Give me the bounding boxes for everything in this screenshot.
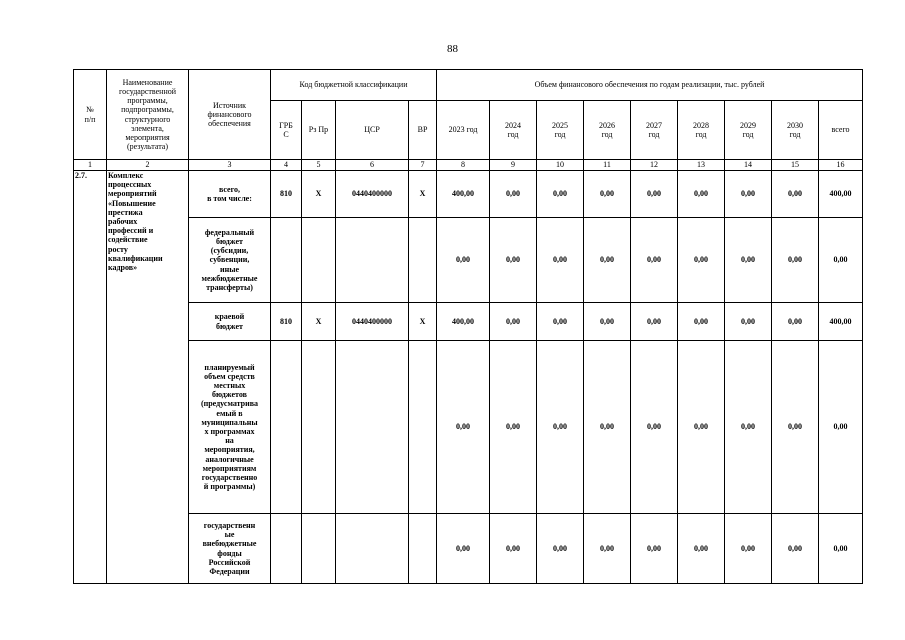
value-cell: 0,00 — [725, 514, 772, 584]
header-2027: 2027 год — [631, 101, 678, 160]
csr-cell — [336, 218, 409, 303]
header-rzpr: Рз Пр — [302, 101, 336, 160]
header-2026: 2026 год — [584, 101, 631, 160]
value-cell: 0,00 — [772, 341, 819, 514]
source-cell: федеральный бюджет (субсидии, субвенции, иные межбюджетные трансферты) — [189, 218, 271, 303]
value-cell: 0,00 — [537, 303, 584, 341]
header-2030: 2030 год — [772, 101, 819, 160]
header-vr: ВР — [409, 101, 437, 160]
value-cell: 0,00 — [631, 303, 678, 341]
value-cell: 0,00 — [490, 514, 537, 584]
table-row — [74, 341, 863, 514]
value-cell: 0,00 — [725, 303, 772, 341]
value-cell: 400,00 — [437, 171, 490, 218]
value-cell: 0,00 — [678, 218, 725, 303]
value-cell: 0,00 — [725, 218, 772, 303]
value-cell: 0,00 — [584, 514, 631, 584]
source-cell: всего, в том числе: — [189, 171, 271, 218]
column-number: 4 — [271, 160, 302, 171]
rzpr-cell — [302, 514, 336, 584]
value-cell: 0,00 — [584, 218, 631, 303]
csr-cell — [336, 341, 409, 514]
item-number: 2.7. — [74, 171, 107, 584]
column-number: 9 — [490, 160, 537, 171]
value-cell: 0,00 — [678, 341, 725, 514]
column-number: 8 — [437, 160, 490, 171]
value-cell: 0,00 — [537, 171, 584, 218]
column-number: 14 — [725, 160, 772, 171]
grbs-cell — [271, 341, 302, 514]
value-cell: 0,00 — [772, 218, 819, 303]
budget-table — [73, 69, 863, 584]
rzpr-cell — [302, 218, 336, 303]
value-cell: 400,00 — [819, 171, 863, 218]
value-cell: 0,00 — [537, 341, 584, 514]
value-cell: 0,00 — [819, 514, 863, 584]
vr-cell — [409, 218, 437, 303]
source-cell: краевой бюджет — [189, 303, 271, 341]
value-cell: 0,00 — [819, 341, 863, 514]
value-cell: 0,00 — [584, 171, 631, 218]
vr-cell: Х — [409, 303, 437, 341]
column-number-row — [74, 160, 863, 171]
value-cell: 0,00 — [490, 341, 537, 514]
table-row — [74, 303, 863, 341]
header-2028: 2028 год — [678, 101, 725, 160]
page-number: 88 — [447, 43, 458, 55]
column-number: 15 — [772, 160, 819, 171]
value-cell: 0,00 — [631, 218, 678, 303]
header-volume: Объем финансового обеспечения по годам реализации, тыс. рублей — [437, 70, 863, 101]
value-cell: 0,00 — [819, 218, 863, 303]
column-number: 16 — [819, 160, 863, 171]
value-cell: 0,00 — [678, 303, 725, 341]
header-2024: 2024 год — [490, 101, 537, 160]
column-number: 3 — [189, 160, 271, 171]
value-cell: 0,00 — [437, 218, 490, 303]
rzpr-cell: Х — [302, 171, 336, 218]
column-number: 7 — [409, 160, 437, 171]
value-cell: 400,00 — [437, 303, 490, 341]
grbs-cell: 810 — [271, 171, 302, 218]
column-number: 11 — [584, 160, 631, 171]
grbs-cell: 810 — [271, 303, 302, 341]
header-2029: 2029 год — [725, 101, 772, 160]
header-2025: 2025 год — [537, 101, 584, 160]
source-cell: государственн ые внебюджетные фонды Российской Федерации — [189, 514, 271, 584]
value-cell: 400,00 — [819, 303, 863, 341]
value-cell: 0,00 — [678, 171, 725, 218]
header-row-1 — [74, 70, 863, 101]
table-row — [74, 218, 863, 303]
csr-cell — [336, 514, 409, 584]
value-cell: 0,00 — [584, 303, 631, 341]
value-cell: 0,00 — [725, 171, 772, 218]
rzpr-cell — [302, 341, 336, 514]
header-num: № п/п — [74, 70, 107, 160]
header-source: Источник финансового обеспечения — [189, 70, 271, 160]
csr-cell: 0440400000 — [336, 171, 409, 218]
table-row — [74, 514, 863, 584]
value-cell: 0,00 — [725, 341, 772, 514]
source-cell: планируемый объем средств местных бюджетов (предусматрива емый в муниципальны х программах на мероприятия, аналогичные мероприятиям государственно й программы) — [189, 341, 271, 514]
value-cell: 0,00 — [631, 171, 678, 218]
header-total: всего — [819, 101, 863, 160]
value-cell: 0,00 — [772, 303, 819, 341]
rzpr-cell: Х — [302, 303, 336, 341]
column-number: 5 — [302, 160, 336, 171]
column-number: 2 — [107, 160, 189, 171]
value-cell: 0,00 — [772, 171, 819, 218]
column-number: 1 — [74, 160, 107, 171]
vr-cell: Х — [409, 171, 437, 218]
value-cell: 0,00 — [631, 514, 678, 584]
value-cell: 0,00 — [437, 514, 490, 584]
value-cell: 0,00 — [537, 514, 584, 584]
column-number: 12 — [631, 160, 678, 171]
value-cell: 0,00 — [490, 171, 537, 218]
column-number: 6 — [336, 160, 409, 171]
header-grbs: ГРБ С — [271, 101, 302, 160]
grbs-cell — [271, 514, 302, 584]
value-cell: 0,00 — [490, 218, 537, 303]
csr-cell: 0440400000 — [336, 303, 409, 341]
value-cell: 0,00 — [490, 303, 537, 341]
vr-cell — [409, 514, 437, 584]
vr-cell — [409, 341, 437, 514]
header-name: Наименование государственной программы, подпрограммы, структурного элемента, мероприятия (результата) — [107, 70, 189, 160]
value-cell: 0,00 — [584, 341, 631, 514]
value-cell: 0,00 — [678, 514, 725, 584]
value-cell: 0,00 — [437, 341, 490, 514]
item-name: Комплекс процессных мероприятий «Повышение престижа рабочих профессий и содействие росту квалификации кадров» — [107, 171, 189, 584]
header-2023: 2023 год — [437, 101, 490, 160]
header-kbk: Код бюджетной классификации — [271, 70, 437, 101]
column-number: 13 — [678, 160, 725, 171]
value-cell: 0,00 — [631, 341, 678, 514]
column-number: 10 — [537, 160, 584, 171]
value-cell: 0,00 — [537, 218, 584, 303]
header-csr: ЦСР — [336, 101, 409, 160]
value-cell: 0,00 — [772, 514, 819, 584]
table-row — [74, 171, 863, 218]
grbs-cell — [271, 218, 302, 303]
